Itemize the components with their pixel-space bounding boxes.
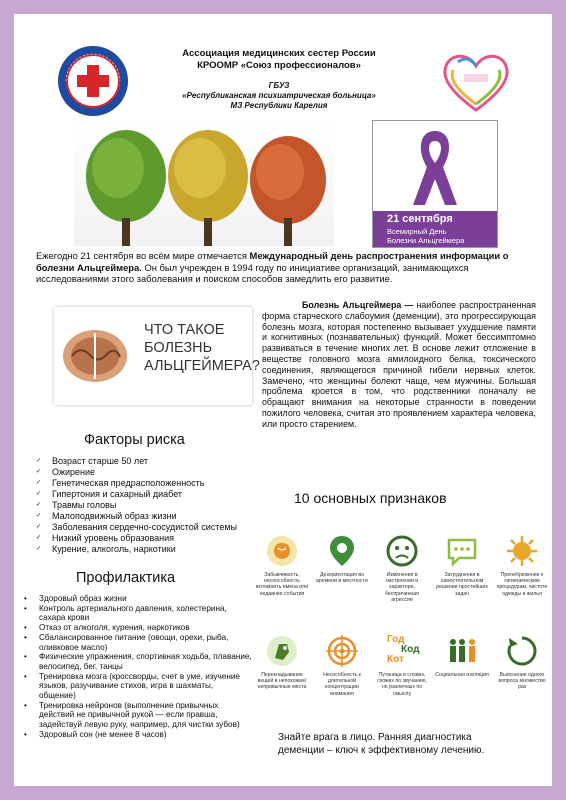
definition-text: наиболее распространенная форма старческого слабоумия (деменции), это прогрессирующая болезнь мозга, которая постепенно вызывает ухудшение памяти и когнитивных (познавательных) функций. Может бессимптомно развиваться в течение многих лет. В основе лежит отложение в веществе головного мозга амилоидного белка, токсического соединения, являющегося причиной гибели нервных клеток. Замечено, что женщины болеют чаще, чем мужчины. Большая проблема кроется в том, что родственники поначалу не обращают внимания на некоторые странности в поведении пожилого человека, считая это проявлением характера человека, или просто старением. (262, 300, 536, 429)
sign-item (494, 634, 550, 691)
list-item: • Здоровый образ жизни (22, 594, 252, 604)
sign-label: Пренебрежение к гигиеническим процедурам, чистоте одежды и жилья (496, 572, 548, 597)
list-item: ✓ Гипертония и сахарный диабет (34, 489, 254, 500)
nurses-association-logo (56, 44, 130, 118)
speech-bubble-icon (445, 534, 479, 568)
list-item: • Тренировка нейронов (выполнение привычных действий не привычной рукой — если правша, задействуй левую руку, например, для чистки зубов) (22, 701, 252, 730)
trees-head-photo (74, 120, 334, 246)
sign-label: Затруднения в самостоятельном решении простейших задач (436, 572, 488, 597)
risk-factors-title: Факторы риска (84, 432, 185, 448)
sign-label: Выяснение одного вопроса множество раз (498, 672, 546, 691)
sign-label: Забывчивость, неспособность вспомнить имена или недавние события (255, 572, 309, 597)
list-item: • Контроль артериального давления, холестерина, сахара крови (22, 604, 252, 623)
what-is-alzheimer-banner (54, 307, 260, 405)
sign-label: Дезориентация во времени и местности (316, 572, 368, 585)
sign-item (314, 634, 370, 697)
list-item: • Тренировка мозга (кроссворды, счет в уме, изучение языков, разучивание стихов, игра в шахматы, общение) (22, 672, 252, 701)
list-item: • Отказ от алкоголя, курения, наркотиков (22, 623, 252, 633)
definition-paragraph (262, 300, 536, 430)
list-item: ✓ Малоподвижный образ жизни (34, 511, 254, 522)
words-icon (385, 634, 419, 668)
sign-item (374, 534, 430, 603)
word-art-1: Год (387, 634, 405, 645)
sign-label: Несособность к длительной концентрации внимания (323, 672, 361, 697)
sign-label: Изменения в настроении и характере, беспричинная агрессия (384, 572, 419, 603)
banner-line2: БОЛЕЗНЬ (144, 340, 213, 356)
signs-title: 10 основных признаков (294, 490, 447, 506)
prevention-title: Профилактика (76, 570, 176, 586)
risk-factors-list (34, 456, 254, 555)
mood-face-icon (385, 534, 419, 568)
panel-line2: Болезни Альцгеймера (387, 236, 465, 245)
list-item: ✓ Генетическая предрасположенность (34, 478, 254, 489)
banner-line3: АЛЬЦГЕЙМЕРА? (144, 358, 260, 374)
word-art-3: Кот (387, 654, 404, 665)
list-item: ✓ Заболевания сердечно-сосудистой системы (34, 522, 254, 533)
sign-item (254, 534, 310, 597)
lost-items-icon (265, 634, 299, 668)
definition-term: Болезнь Альцгеймера — (302, 300, 414, 310)
target-icon (325, 634, 359, 668)
prevention-list (22, 594, 252, 740)
footer-slogan (278, 732, 546, 757)
list-item: ✓ Курение, алкоголь, наркотики (34, 544, 254, 555)
intro-paragraph (36, 250, 536, 285)
hospital-line3: МЗ Республики Карелия (230, 101, 328, 110)
intro-bold: Международный день распространения информации о болезни Альцгеймера. (36, 250, 509, 273)
panel-line1: Всемирный День (387, 227, 447, 236)
sign-label: Путаница в словах, схожих по звучанию, но различных по смыслу (377, 672, 427, 697)
list-item: ✓ Возраст старше 50 лет (34, 456, 254, 467)
sign-label: Социальная изоляция (435, 672, 489, 678)
intro-text-2: Он был учрежден в 1994 году по инициативе организаций, занимающихся исследованиями этого заболевания и поиском способов замедлить его развитие. (36, 261, 469, 284)
footer-line1: Знайте врага в лицо. Ранняя диагностика (278, 732, 472, 743)
sign-label: Перекладывание вещей в непохожие/непривычные места (257, 672, 307, 691)
hospital-line1: ГБУЗ (268, 81, 290, 90)
org-name-line1: Ассоциация медицинских сестер России (182, 48, 376, 59)
sign-item (434, 634, 490, 678)
word-art-2: Код (401, 644, 420, 655)
alzheimer-day-panel (372, 120, 498, 248)
people-icon (445, 634, 479, 668)
banner-text (144, 321, 260, 375)
list-item: ✓ Травмы головы (34, 500, 254, 511)
hospital-line2: «Республиканская психиатрическая больница» (182, 91, 376, 100)
heart-union-logo (438, 48, 514, 114)
repeat-icon (505, 634, 539, 668)
sign-item (314, 534, 370, 584)
flyer-page (14, 14, 552, 786)
map-pin-icon (325, 534, 359, 568)
footer-line2: деменции – ключ к эффективному лечению. (278, 744, 485, 756)
list-item: • Физические упражнения, спортивная ходьба, плавание, велосипед, бег, танцы (22, 652, 252, 671)
banner-line1: ЧТО ТАКОЕ (144, 322, 225, 338)
list-item: • Сбалансированное питание (овощи, орехи, рыба, оливковое масло) (22, 633, 252, 652)
brain-icon (60, 327, 130, 385)
sign-item (434, 534, 490, 597)
signs-grid (254, 534, 550, 724)
purple-ribbon-icon (405, 127, 465, 209)
brain-icon (265, 534, 299, 568)
list-item: • Здоровый сон (не менее 8 часов) (22, 730, 252, 740)
intro-text: Ежегодно 21 сентября во всём мире отмечается (36, 250, 250, 261)
sign-item (254, 634, 310, 691)
org-name-line2: КРООМР «Союз профессионалов» (197, 60, 361, 71)
sign-item (374, 634, 430, 697)
virus-icon (505, 534, 539, 568)
sign-item (494, 534, 550, 597)
panel-date: 21 сентября (387, 213, 453, 225)
list-item: ✓ Ожирение (34, 467, 254, 478)
list-item: ✓ Низкий уровень образования (34, 533, 254, 544)
